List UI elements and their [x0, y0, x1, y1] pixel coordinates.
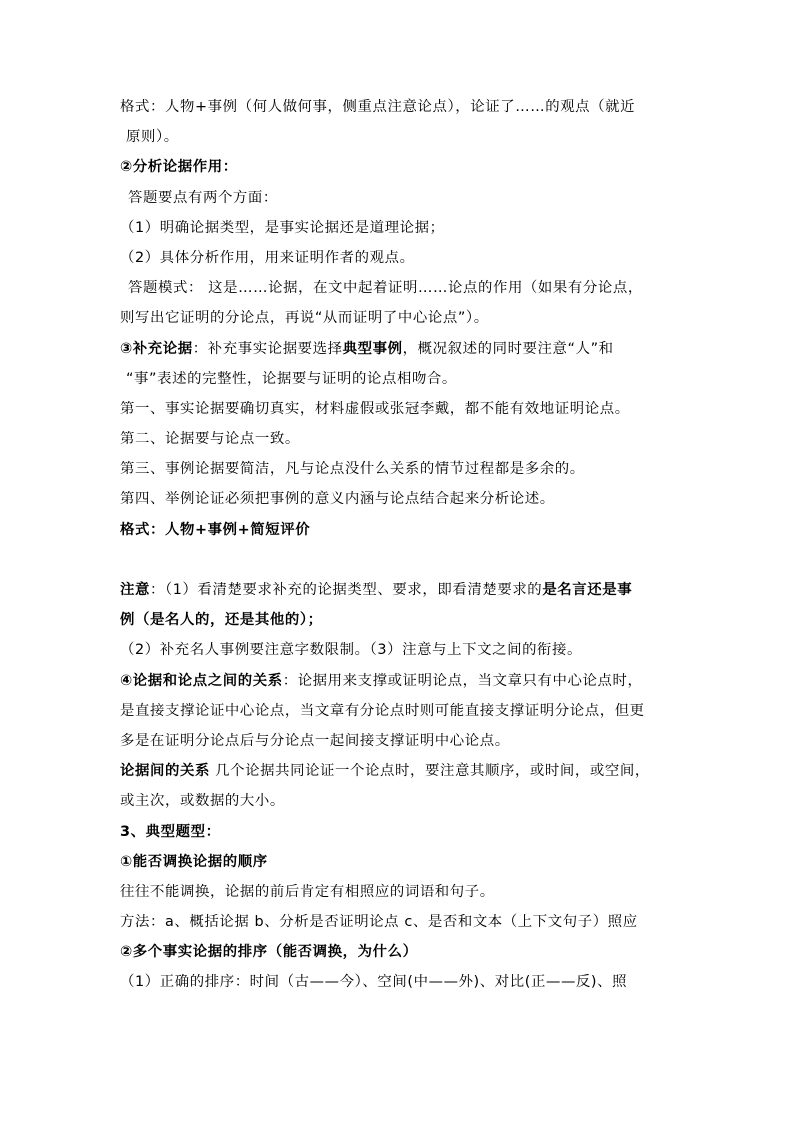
paragraph-line: 答题要点有两个方面： — [128, 189, 278, 206]
paragraph-line: 答题模式： 这是……论据，在文中起着证明……论点的作用（如果有分论点， — [128, 280, 643, 297]
paragraph-line: 第三、事例论据要简洁，凡与论点没什么关系的情节过程都是多余的。 — [120, 461, 585, 478]
paragraph-line: 方法：a、概括论据 b、分析是否证明论点 c、是否和文本（上下文句子）照应 — [120, 914, 638, 931]
text-run: 几个论据共同论证一个论点时，要注意其顺序，或时间，或空间， — [209, 763, 650, 780]
paragraph-line: 第二、论据要与论点一致。 — [120, 431, 300, 448]
paragraph-line: 是直接支撑论证中心论点，当文章有分论点时则可能直接支撑证明分论点，但更 — [120, 702, 645, 719]
bold-term: 论据间的关系 — [120, 763, 210, 780]
paragraph-line: 第四、举例论证必须把事例的意义内涵与论点结合起来分析论述。 — [120, 491, 555, 508]
paragraph-line — [120, 666, 680, 696]
paragraph-line: 格式：人物+事例（何人做何事，侧重点注意论点），论证了……的观点（就近 — [120, 99, 636, 115]
bold-term: 注意 — [120, 582, 150, 598]
text-run: ：（1）看清楚要求补充的论据类型、要求，即看清楚要求的 — [149, 582, 543, 598]
paragraph-line — [120, 334, 680, 364]
section-heading: ①能否调换论据的顺序 — [120, 853, 268, 870]
section-heading: ②多个事实论据的排序（能否调换，为什么） — [120, 944, 418, 961]
bold-term: 典型事例 — [342, 340, 403, 357]
paragraph-line: 多是在证明分论点后与分论点一起间接支撑证明中心论点。 — [120, 732, 510, 749]
document-page — [120, 92, 680, 998]
text-run: ：论据用来支撑或证明论点，当文章只有中心论点时， — [282, 672, 643, 689]
bold-term: 是名言还是事 — [542, 582, 633, 598]
paragraph-line — [120, 756, 680, 786]
list-item: （2）具体分析作用，用来证明作者的观点。 — [120, 249, 415, 266]
blank-line — [120, 545, 680, 575]
paragraph-line — [120, 575, 680, 605]
paragraph-line: 或主次，或数据的大小。 — [120, 793, 285, 810]
text-run: ，概况叙述的同时要注意“人”和 — [402, 340, 614, 357]
paragraph-line: （2）补充名人事例要注意字数限制。（3）注意与上下文之间的衔接。 — [120, 642, 583, 659]
paragraph-line: “事”表述的完整性，论据要与证明的论点相吻合。 — [126, 370, 457, 387]
paragraph-line: 第一、事实论据要确切真实，材料虚假或张冠李戴，都不能有效地证明论点。 — [120, 400, 630, 417]
section-heading: ②分析论据作用： — [120, 159, 238, 176]
list-item: （1）正确的排序：时间（古——今）、空间(中——外)、对比(正——反)、照 — [120, 974, 628, 991]
text-run: ：补充事实论据要选择 — [192, 340, 343, 357]
paragraph-line: 则写出它证明的分论点，再说“从而证明了中心论点”）。 — [120, 310, 489, 327]
list-item: （1）明确论据类型，是事实论据还是道理论据； — [120, 219, 445, 236]
paragraph-line: 例（是名人的，还是其他的）； — [120, 612, 323, 629]
section-heading: 3、典型题型： — [120, 823, 221, 840]
bold-term: ③补充论据 — [120, 340, 193, 357]
paragraph-line: 往往不能调换，论据的前后肯定有相照应的词语和句子。 — [120, 883, 495, 900]
bold-term: ④论据和论点之间的关系 — [120, 672, 283, 689]
paragraph-line: 原则）。 — [126, 129, 179, 146]
format-line: 格式：人物+事例+简短评价 — [120, 521, 311, 538]
